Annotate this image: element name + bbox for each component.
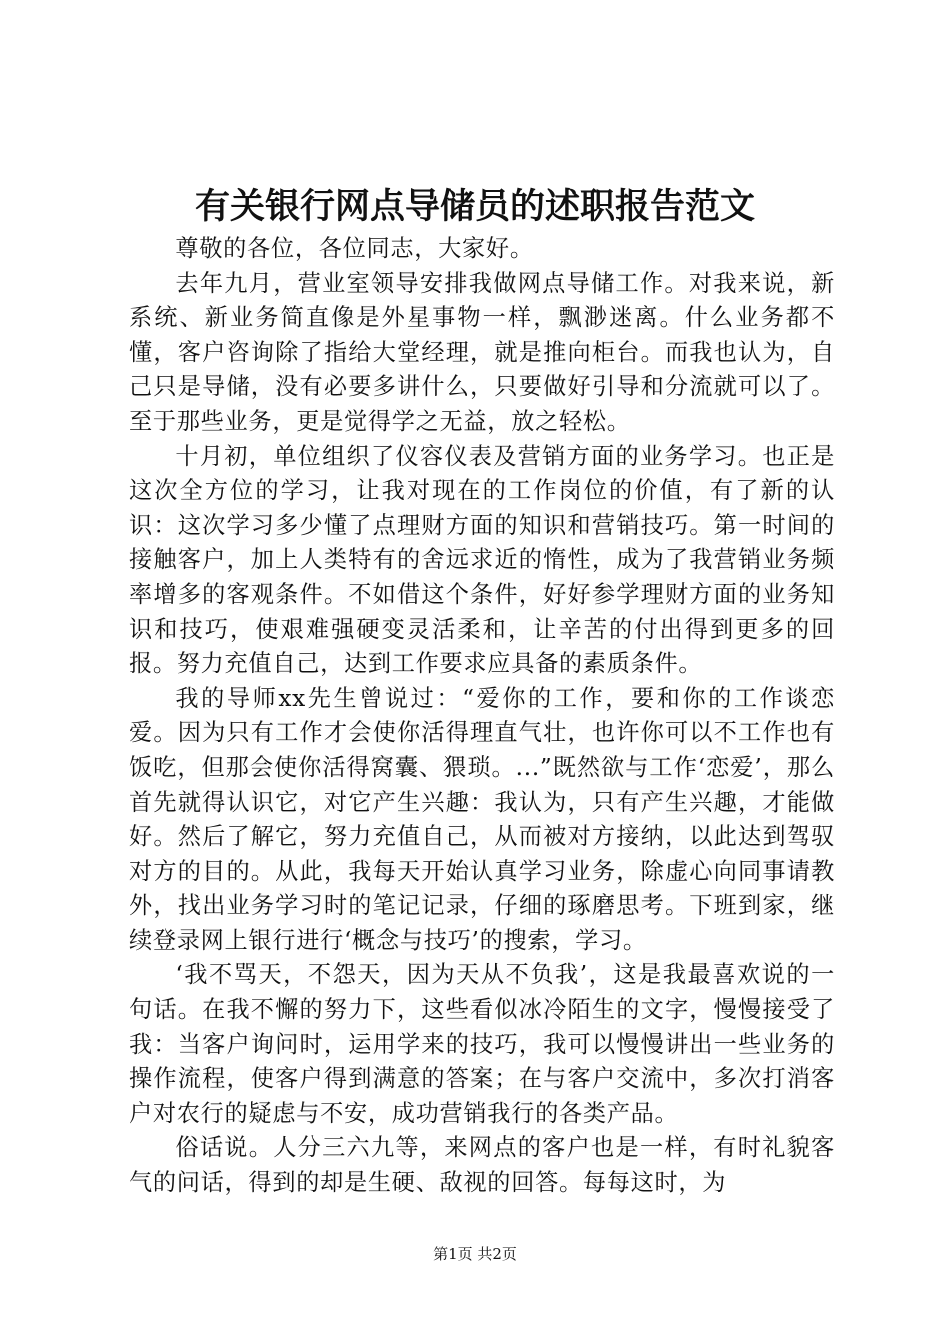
paragraph-greeting: 尊敬的各位，各位同志，大家好。 — [175, 235, 534, 262]
paragraph-2: 十月初，单位组织了仪容仪表及营销方面的业务学习。也正是这次全方位的学习，让我对现在的工作岗位的价值，有了新的认识：这次学习多少懂了点理财方面的知识和营销技巧。第一时间的接触客户，加上人类特有的舍远求近的惰性，成为了我营销业务频率增多的客观条件。不如借这个条件，好好参学理财方面的业务知识和技巧，使艰难强硬变灵活柔和，让辛苦的付出得到更多的回报。努力充值自己，达到工作要求应具备的素质条件。 — [129, 442, 835, 678]
paragraph-1: 去年九月，营业室领导安排我做网点导储工作。对我来说，新系统、新业务简直像是外星事物一样，飘渺迷离。什么业务都不懂，客户咨询除了指给大堂经理，就是推向柜台。而我也认为，自己只是导储，没有必要多讲什么，只要做好引导和分流就可以了。至于那些业务，更是觉得学之无益，放之轻松。 — [129, 269, 835, 435]
paragraph-3: 我的导师xx先生曾说过：“爱你的工作，要和你的工作谈恋爱。因为只有工作才会使你活得理直气壮，也许你可以不工作也有饭吃，但那会使你活得窝囊、猥琐。...”既然欲与工作‘恋爱’，那么首先就得认识它，对它产生兴趣：我认为，只有产生兴趣，才能做好。然后了解它，努力充值自己，从而被对方接纳，以此达到驾驭对方的目的。从此，我每天开始认真学习业务，除虚心向同事请教外，找出业务学习时的笔记记录，仔细的琢磨思考。下班到家，继续登录网上银行进行‘概念与技巧’的搜索，学习。 — [129, 684, 835, 954]
document-title: 有关银行网点导储员的述职报告范文 — [194, 186, 755, 227]
paragraph-4: ‘我不骂天，不怨天，因为天从不负我’，这是我最喜欢说的一句话。在我不懈的努力下，这些看似冰冷陌生的文字，慢慢接受了我：当客户询问时，运用学来的技巧，我可以慢慢讲出一些业务的操作流程，使客户得到满意的答案；在与客户交流中，多次打消客户对农行的疑虑与不安，成功营销我行的各类产品。 — [129, 961, 835, 1127]
paragraph-5: 俗话说。人分三六九等，来网点的客户也是一样，有时礼貌客气的问话，得到的却是生硬、敌视的回答。每每这时，为 — [129, 1134, 835, 1197]
page-footer: 第1页 共2页 — [433, 1245, 517, 1263]
document-body — [129, 232, 835, 1201]
